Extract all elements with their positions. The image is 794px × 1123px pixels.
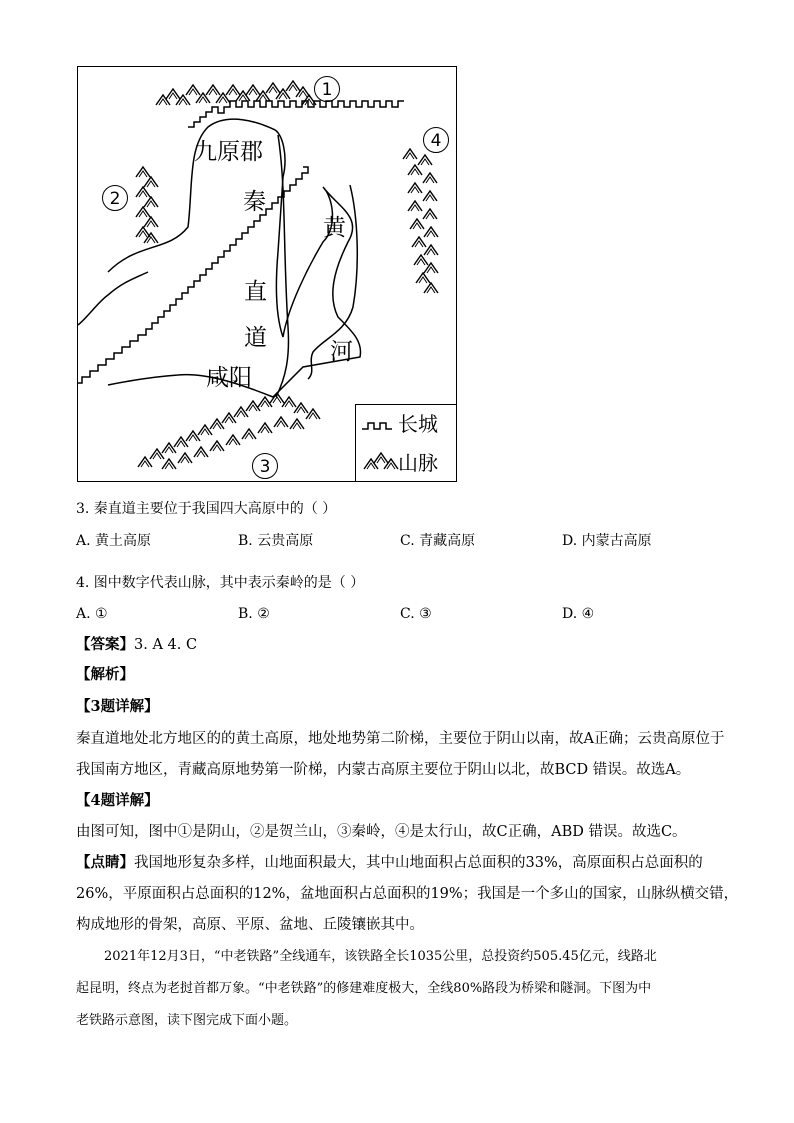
- legend-mountain-label: 山脉: [398, 451, 438, 475]
- note-line3: 构成地形的骨架，高原、平原、盆地、丘陵镶嵌其中。: [76, 917, 424, 933]
- label-jiuyuan: 九原郡: [194, 139, 263, 165]
- detail-4-line1: 由图可知，图中①是阴山，②是贺兰山，③秦岭，④是太行山，故C正确，ABD 错误。故选C。: [76, 824, 687, 840]
- q3-option-a: A. 黄土高原: [76, 533, 152, 549]
- q3-option-c: C. 青藏高原: [400, 533, 476, 549]
- passage-line3: 老铁路示意图，读下图完成下面小题。: [76, 1013, 298, 1028]
- q4-option-b: B. ②: [238, 606, 270, 622]
- marker-3: 3: [252, 453, 278, 479]
- answer-tag: 【答案】: [76, 636, 134, 653]
- label-huang: 黄: [323, 215, 346, 241]
- note-line2: 26%，平原面积占总面积的12%，盆地面积占总面积的19%；我国是一个多山的国家，山脉纵横交错，: [76, 886, 739, 902]
- mountains-2: [136, 167, 158, 243]
- q4-option-d: D. ④: [562, 606, 595, 622]
- label-zhi: 直: [244, 279, 267, 305]
- detail-4-tag: 【4题详解】: [76, 792, 159, 809]
- q4-option-a: A. ①: [76, 606, 108, 622]
- q3-option-b: B. 云贵高原: [238, 533, 314, 549]
- detail-3-line2: 我国南方地区，青藏高原地势第一阶梯，内蒙古高原主要位于阴山以北，故BCD 错误。故选A。: [76, 762, 691, 778]
- map-figure: [77, 66, 457, 482]
- passage-line2: 起昆明，终点为老挝首都万象。“中老铁路”的修建难度极大，全线80%路段为桥梁和隧洞。下图为中: [76, 981, 652, 996]
- note-tag: 【点睛】: [76, 854, 134, 871]
- marker-2: 2: [102, 185, 128, 211]
- note-line1: [76, 854, 703, 872]
- great-wall-north: [188, 101, 404, 127]
- label-xianyang: 咸阳: [206, 365, 252, 391]
- note-text-1: 我国地形复杂多样，山地面积最大，其中山地面积占总面积的33%，高原面积占总面积的: [134, 855, 703, 871]
- detail-3-tag: 【3题详解】: [76, 698, 159, 715]
- q3-stem: 3. 秦直道主要位于我国四大高原中的（ ）: [76, 501, 337, 517]
- label-qin: 秦: [243, 189, 266, 215]
- mountains-4: [403, 149, 438, 293]
- q4-stem: 4. 图中数字代表山脉，其中表示秦岭的是（ ）: [76, 575, 365, 591]
- q3-option-d: D. 内蒙古高原: [562, 533, 652, 549]
- label-dao: 道: [244, 325, 267, 351]
- analysis-tag: 【解析】: [76, 666, 134, 683]
- legend-wall-label: 长城: [398, 412, 438, 436]
- marker-4: 4: [423, 127, 449, 153]
- marker-1: 1: [314, 76, 340, 102]
- mountains-3: [138, 393, 320, 469]
- passage-line1: 2021年12月3日，“中老铁路”全线通车，该铁路全长1035公里，总投资约505.45亿元，线路北: [104, 949, 657, 964]
- answer-line: [76, 636, 197, 654]
- detail-3-line1: 秦直道地处北方地区的的黄土高原，地处地势第二阶梯，主要位于阴山以南，故A正确；云贵高原位于: [76, 731, 725, 747]
- label-he: 河: [330, 339, 353, 365]
- answer-text: 3. A 4. C: [134, 637, 198, 653]
- q4-option-c: C. ③: [400, 606, 432, 622]
